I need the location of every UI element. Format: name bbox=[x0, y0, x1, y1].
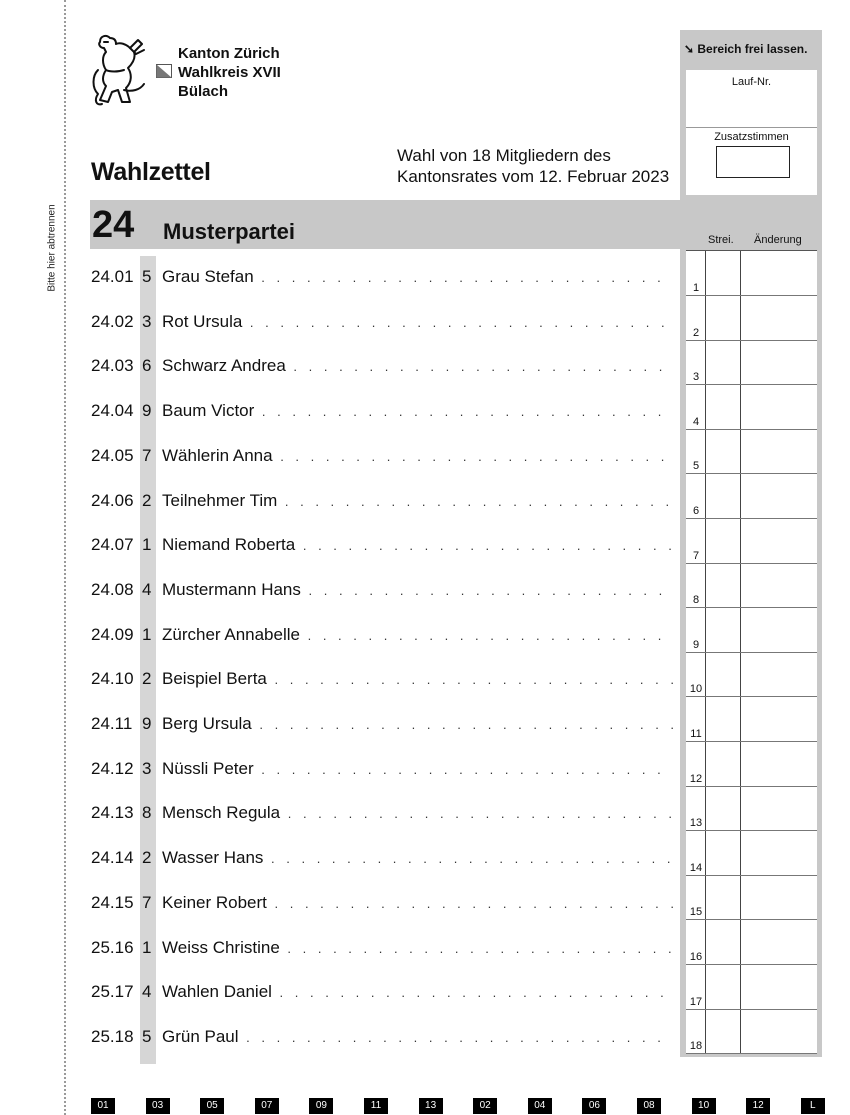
grid-row-number: 10 bbox=[689, 683, 703, 696]
candidate-number: 24.02 bbox=[91, 311, 134, 331]
zurich-flag-icon bbox=[156, 64, 172, 78]
candidate-votes: 2 bbox=[142, 490, 152, 510]
candidate-votes: 7 bbox=[142, 892, 152, 912]
candidate-votes: 1 bbox=[142, 535, 152, 555]
candidate-row bbox=[91, 533, 681, 557]
candidate-number: 24.14 bbox=[91, 848, 134, 868]
candidate-row bbox=[91, 354, 681, 378]
candidate-row bbox=[91, 265, 681, 289]
candidate-votes: 9 bbox=[142, 401, 152, 421]
grid-row[interactable] bbox=[686, 429, 817, 474]
grid-row-number: 4 bbox=[692, 415, 700, 428]
footer-code: 12 bbox=[746, 1098, 770, 1114]
election-line-1: Wahl von 18 Mitgliedern des bbox=[397, 146, 611, 165]
grid-row-number: 15 bbox=[689, 906, 703, 919]
footer-code: 07 bbox=[255, 1098, 279, 1114]
serial-label: Lauf-Nr. bbox=[731, 76, 772, 88]
candidate-row bbox=[91, 578, 681, 602]
canton-name: Kanton Zürich bbox=[178, 45, 280, 62]
candidate-votes: 9 bbox=[142, 714, 152, 733]
candidate-row bbox=[91, 846, 681, 870]
grid-row-number: 2 bbox=[692, 326, 700, 339]
zurich-lion-crest-icon bbox=[88, 30, 152, 112]
grid-row-number: 7 bbox=[692, 549, 700, 562]
candidate-row bbox=[91, 623, 681, 647]
party-name: Musterpartei bbox=[163, 219, 296, 244]
candidate-name: Berg Ursula . . . bbox=[162, 712, 673, 737]
grid-row-number: 11 bbox=[690, 728, 702, 740]
footer-code: 02 bbox=[473, 1098, 497, 1114]
canton-block bbox=[178, 44, 281, 101]
grid-row[interactable] bbox=[686, 786, 817, 831]
grid-row[interactable] bbox=[686, 340, 817, 385]
grid-row[interactable] bbox=[686, 296, 817, 341]
grid-row-number: 13 bbox=[689, 817, 703, 830]
candidate-row bbox=[91, 801, 681, 825]
grid-row[interactable] bbox=[686, 697, 817, 742]
change-column-header: Änderung bbox=[754, 234, 802, 246]
extra-votes-box[interactable] bbox=[716, 146, 790, 178]
candidate-number: 24.15 bbox=[91, 892, 134, 912]
candidate-name: Wasser Hans . . . bbox=[162, 846, 673, 871]
town-name: Bülach bbox=[178, 83, 229, 100]
candidate-name: Weiss Christine . . . bbox=[162, 936, 673, 961]
perforation-line bbox=[64, 0, 66, 1115]
candidate-row bbox=[91, 1025, 681, 1049]
grid-row[interactable] bbox=[686, 608, 817, 653]
candidate-number: 25.18 bbox=[91, 1026, 134, 1046]
candidate-row bbox=[91, 399, 681, 423]
candidate-votes: 5 bbox=[142, 267, 152, 286]
footer-code: 08 bbox=[637, 1098, 661, 1114]
tear-off-label: Bitte hier abtrennen bbox=[46, 204, 58, 292]
grid-row[interactable] bbox=[686, 1009, 817, 1054]
candidate-row bbox=[91, 489, 681, 513]
grid-row[interactable] bbox=[686, 563, 817, 608]
grid-row[interactable] bbox=[686, 875, 817, 920]
candidate-name: Grün Paul . . . bbox=[162, 1025, 673, 1050]
grid-row[interactable] bbox=[686, 652, 817, 697]
candidate-number: 24.07 bbox=[91, 535, 134, 555]
candidate-name: Teilnehmer Tim . . . bbox=[162, 489, 673, 514]
footer-code: 05 bbox=[200, 1098, 224, 1114]
grid-row[interactable] bbox=[686, 251, 817, 296]
candidate-name: Zürcher Annabelle . . . bbox=[162, 623, 673, 648]
serial-divider bbox=[686, 127, 817, 128]
candidate-name: Keiner Robert . . . bbox=[162, 891, 673, 916]
candidate-row bbox=[91, 936, 681, 960]
candidate-votes: 5 bbox=[142, 1026, 152, 1046]
candidate-name: Mustermann Hans . . . bbox=[162, 578, 673, 603]
candidate-number: 25.16 bbox=[91, 937, 134, 957]
candidate-votes: 1 bbox=[142, 624, 152, 644]
grid-row[interactable] bbox=[686, 519, 817, 564]
grid-row-number: 17 bbox=[689, 995, 703, 1008]
candidate-row bbox=[91, 667, 681, 691]
page-title: Wahlzettel bbox=[91, 158, 211, 186]
candidate-number: 24.01 bbox=[91, 267, 134, 286]
candidate-votes: 3 bbox=[142, 311, 152, 331]
candidate-name: Schwarz Andrea . . . bbox=[162, 354, 673, 379]
candidate-name: Nüssli Peter . . . bbox=[162, 757, 673, 782]
grid-row-number: 12 bbox=[689, 772, 703, 785]
candidate-votes: 2 bbox=[142, 848, 152, 868]
footer-code: 10 bbox=[692, 1098, 716, 1114]
grid-row[interactable] bbox=[686, 965, 817, 1010]
grid-row[interactable] bbox=[686, 831, 817, 876]
candidate-name: Baum Victor . . . bbox=[162, 399, 673, 424]
candidate-name: Rot Ursula . . . bbox=[162, 310, 673, 335]
grid-row-number: 6 bbox=[692, 505, 700, 517]
grid-row[interactable] bbox=[686, 385, 817, 430]
candidate-name: Grau Stefan . . . bbox=[162, 265, 673, 290]
list-number: 24 bbox=[92, 204, 135, 246]
candidate-row bbox=[91, 757, 681, 781]
candidate-name: Mensch Regula . . . bbox=[162, 801, 673, 826]
footer-code: 06 bbox=[582, 1098, 606, 1114]
election-line-2: Kantonsrates vom 12. Februar 2023 bbox=[397, 167, 670, 186]
grid-row[interactable] bbox=[686, 920, 817, 965]
grid-row[interactable] bbox=[686, 742, 817, 787]
candidate-row bbox=[91, 712, 681, 736]
footer-code: 13 bbox=[419, 1098, 443, 1114]
candidate-votes: 3 bbox=[142, 758, 152, 778]
candidate-number: 25.17 bbox=[91, 982, 134, 1002]
candidate-number: 24.08 bbox=[91, 579, 134, 599]
candidate-row bbox=[91, 310, 681, 334]
candidate-votes: 2 bbox=[142, 669, 152, 689]
candidate-number: 24.04 bbox=[91, 401, 134, 421]
candidate-votes: 4 bbox=[142, 579, 152, 599]
candidate-number: 24.05 bbox=[91, 445, 134, 465]
grid-row-number: 9 bbox=[692, 638, 700, 651]
candidate-votes: 7 bbox=[142, 445, 152, 465]
correction-grid bbox=[686, 250, 817, 1054]
grid-row-number: 18 bbox=[689, 1040, 703, 1053]
grid-row-number: 14 bbox=[689, 861, 703, 874]
candidate-name: Wählerin Anna . . . bbox=[162, 444, 673, 469]
grid-row[interactable] bbox=[686, 474, 817, 519]
candidate-row bbox=[91, 891, 681, 915]
candidate-votes: 8 bbox=[142, 803, 152, 823]
candidate-number: 24.03 bbox=[91, 356, 134, 376]
grid-row-number: 1 bbox=[692, 282, 700, 294]
candidate-number: 24.13 bbox=[91, 803, 134, 823]
grid-row-number: 8 bbox=[692, 594, 700, 607]
candidate-number: 24.09 bbox=[91, 624, 134, 644]
candidate-votes: 4 bbox=[142, 982, 152, 1002]
candidate-name: Wahlen Daniel . . . bbox=[162, 980, 673, 1005]
candidate-name: Beispiel Berta . . . bbox=[162, 667, 673, 692]
footer-code: 04 bbox=[528, 1098, 552, 1114]
candidate-votes: 6 bbox=[142, 356, 152, 376]
footer-code: 11 bbox=[364, 1098, 388, 1114]
footer-code: L bbox=[801, 1098, 825, 1114]
candidate-votes: 1 bbox=[142, 937, 152, 957]
leave-blank-notice: ➘ Bereich frei lassen. bbox=[684, 42, 808, 56]
footer-code: 03 bbox=[146, 1098, 170, 1114]
footer-code: 01 bbox=[91, 1098, 115, 1114]
grid-row-number: 16 bbox=[689, 951, 703, 963]
district-name: Wahlkreis XVII bbox=[178, 64, 281, 81]
extra-votes-label: Zusatzstimmen bbox=[714, 131, 789, 143]
candidate-row bbox=[91, 980, 681, 1004]
grid-row-number: 3 bbox=[692, 371, 700, 384]
candidate-row bbox=[91, 444, 681, 468]
strike-column-header: Strei. bbox=[708, 234, 734, 246]
election-description bbox=[397, 145, 669, 187]
candidate-number: 24.12 bbox=[91, 758, 134, 778]
grid-row-number: 5 bbox=[692, 460, 700, 473]
candidate-number: 24.11 bbox=[91, 714, 133, 733]
footer-code: 09 bbox=[309, 1098, 333, 1114]
candidate-name: Niemand Roberta . . . bbox=[162, 533, 673, 558]
candidate-number: 24.06 bbox=[91, 490, 134, 510]
candidate-number: 24.10 bbox=[91, 669, 134, 689]
